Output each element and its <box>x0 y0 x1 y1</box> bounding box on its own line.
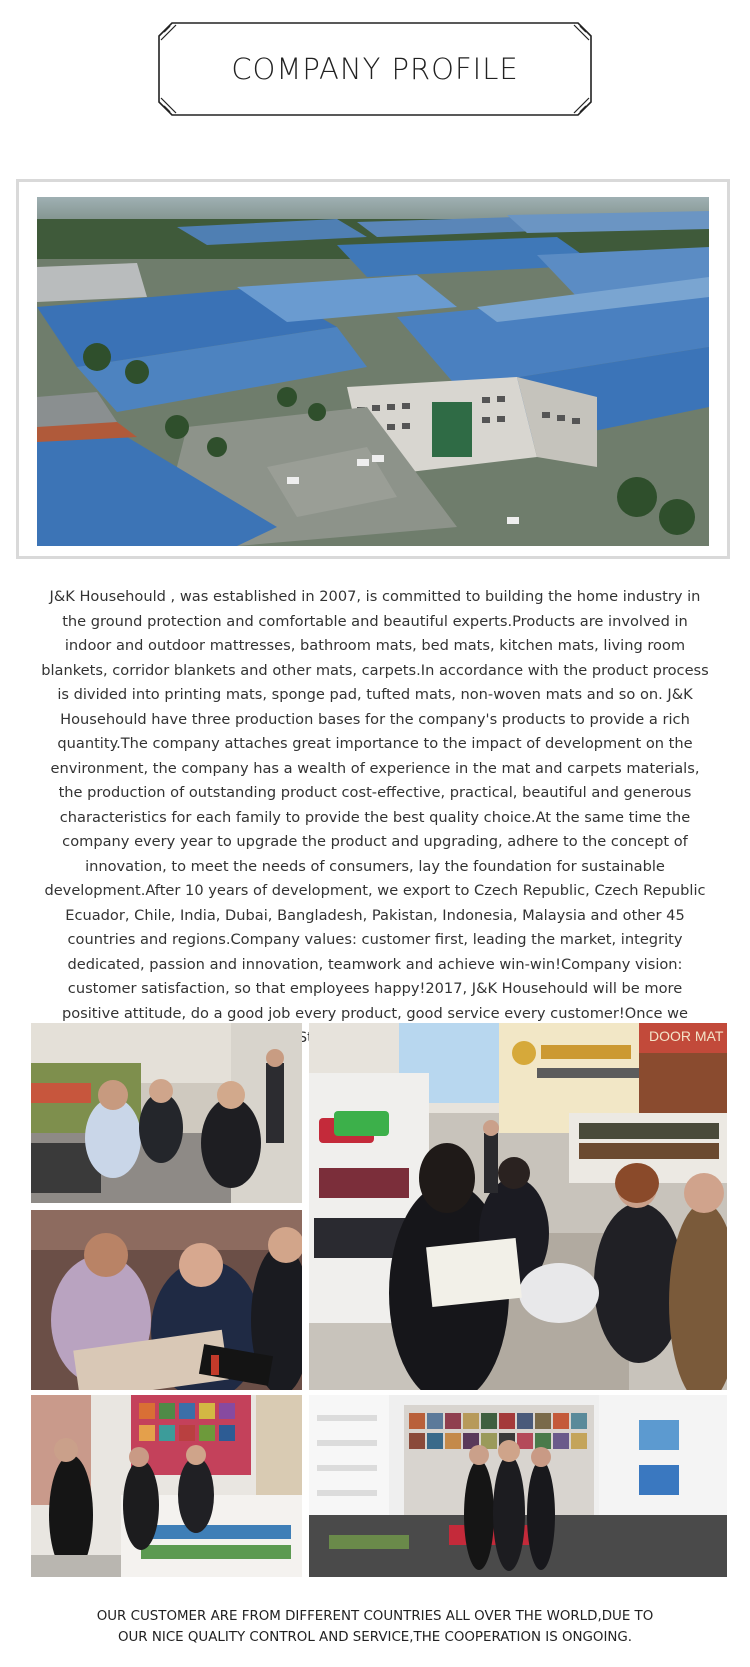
footer-statement <box>60 1606 690 1648</box>
booth-negotiation-photo <box>309 1023 727 1390</box>
exhibition-booth-photo <box>31 1395 302 1577</box>
page-title: COMPANY PROFILE <box>231 52 519 86</box>
booth-negotiation-icon <box>309 1023 727 1390</box>
customer-discussion-icon <box>31 1210 302 1390</box>
factory-photo-frame <box>16 179 730 559</box>
team-at-booth-icon <box>309 1395 727 1577</box>
footer-line-1: OUR CUSTOMER ARE FROM DIFFERENT COUNTRIES ALL OVER THE WORLD,DUE TO <box>96 1609 654 1624</box>
door-mat-sign: DOOR MAT <box>649 1028 724 1044</box>
team-at-booth-photo <box>309 1395 727 1577</box>
factory-aerial-photo <box>37 197 709 546</box>
title-banner <box>158 22 592 116</box>
factory-aerial-icon <box>37 197 709 546</box>
exhibition-booth-icon <box>31 1395 302 1577</box>
company-description: J&K Househould , was established in 2007, is committed to building the home industry in the ground protection and comfortable and beautiful experts.Products are involved in indoor and outdoor mattresses, bathroom mats, bed mats, kitchen mats, living room blankets, corridor blankets and other mats, carpets.In accordance with the product process is divided into printing mats, sponge pad, tufted mats, non-woven mats and so on. J&K Househould have three production bases for the company's products to provide a rich quantity.The company attaches great importance to the impact of development on the environment, the company has a wealth of experience in the mat and carpets materials, the production of outstanding product cost-effective, practical, beautiful and generous characteristics for each family to provide the best quality choice.At the same time the company every year to upgrade the product and upgrading, adhere to the concept of innovation, to meet the needs of consumers, lay the foundation for sustainable development.After 10 years of development, we export to Czech Republic, Czech Republic Ecuador, Chile, India, Dubai, Bangladesh, Pakistan, Indonesia, Malaysia and other 45 countries and regions.Company values: customer first, leading the market, integrity dedicated, passion and innovation, teamwork and achieve win-win!Company vision: customer satisfaction, so that employees happy!2017, J&K Househould will be more positive attitude, do a good job every product, good service every customer!Once we <box>41 588 709 1022</box>
trade-fair-meeting-photo <box>31 1023 302 1203</box>
customer-discussion-photo <box>31 1210 302 1390</box>
footer-line-2: OUR NICE QUALITY CONTROL AND SERVICE,THE COOPERATION IS ONGOING. <box>117 1630 633 1645</box>
trade-fair-meeting-icon <box>31 1023 302 1203</box>
